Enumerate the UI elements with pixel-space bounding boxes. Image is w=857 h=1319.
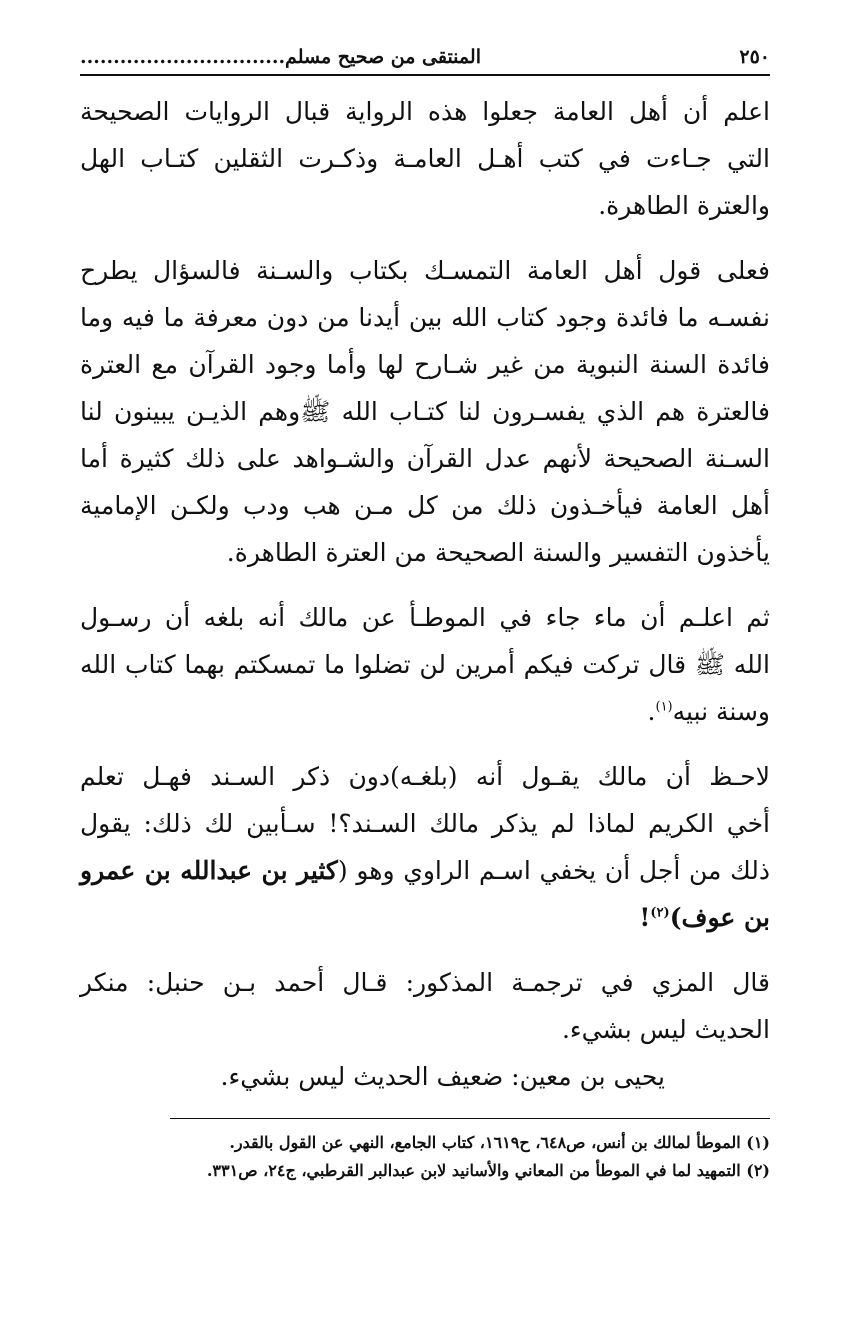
text-segment: وسنة نبيه (672, 697, 770, 726)
book-page (80, 30, 770, 1185)
text-segment: ! (639, 903, 651, 932)
text-line: لاحـظ أن مالك يقـول أنه (بلغـه)دون ذكر السـند فهـل تعلم (80, 762, 770, 791)
text-segment: . (647, 697, 656, 726)
text-line (80, 688, 770, 735)
text-line (80, 847, 770, 894)
text-segment: ) (669, 903, 682, 932)
page-number: ٢٥٠ (739, 46, 770, 68)
text-line: والعترة الطاهرة. (598, 191, 770, 220)
text-segment: ذلك من أجل أن يخفي اسـم الراوي وهو ( (337, 856, 770, 885)
text-line: يأخذون التفسير والسنة الصحيحة من العترة الطاهرة. (226, 538, 770, 567)
paragraph-5 (80, 959, 770, 1100)
text-line: التي جـاءت في كتب أهـل العامـة وذكـرت الثقلين كتـاب الهل (80, 144, 770, 173)
text-line: نفسـه ما فائدة وجود كتاب الله بين أيدنا من دون معرفة ما فيه وما (80, 303, 770, 332)
text-line: يحيى بن معين: ضعيف الحديث ليس بشيء. (220, 1062, 665, 1091)
footnote-ref-1[interactable]: (١) (655, 699, 673, 715)
footnote-1: (١) الموطأ لمالك بن أنس، ص٦٤٨، ح١٦١٩، كتاب الجامع، النهي عن القول بالقدر. (229, 1133, 770, 1152)
text-line: قال المزي في ترجمـة المذكور: قـال أحمد بـن حنبل: منكر (80, 968, 770, 997)
text-line: الحديث ليس بشيء. (561, 1015, 770, 1044)
narrator-name-end: بن عوف (681, 903, 770, 932)
running-title: المنتقى من صحيح مسلم............................... (80, 46, 481, 68)
text-line: اعلم أن أهل العامة جعلوا هذه الرواية قبال الروايات الصحيحة (80, 97, 770, 126)
text-line: أهل العامة فيأخـذون ذلك من كل مـن هب ودب ولكـن الإمامية (80, 491, 770, 520)
text-line: ثم اعلـم أن ماء جاء في الموطـأ عن مالك أنه بلغه أن رسـول (80, 603, 770, 632)
footnote-2: (٢) التمهيد لما في الموطأ من المعاني والأسانيد لابن عبدالبر القرطبي، ج٢٤، ص٣٣١. (206, 1161, 770, 1180)
text-line: أخي الكريم لماذا لم يذكر مالك السـند؟! سـأبين لك ذلك: يقول (80, 809, 770, 838)
page-body (80, 88, 770, 1100)
paragraph-3 (80, 594, 770, 735)
text-line: فائدة السنة النبوية من غير شـارح لها وأما وجود القرآن مع العترة (80, 350, 770, 379)
paragraph-1 (80, 88, 770, 229)
text-line: الله ﷺ قال تركت فيكم أمرين لن تضلوا ما تمسكتم بهما كتاب الله (80, 650, 770, 679)
page-header (80, 30, 770, 76)
text-line: فعلى قول أهل العامة التمسـك بكتاب والسـنة فالسؤال يطرح (80, 256, 770, 285)
narrator-name: كثير بن عبدالله بن عمرو (80, 856, 338, 885)
text-line: فالعترة هم الذي يفسـرون لنا كتـاب الله ﷺوهم الذيـن يبينون لنا (80, 397, 770, 426)
footnote-divider (170, 1118, 770, 1119)
text-line: السـنة الصحيحة لأنهم عدل القرآن والشـواهد على ذلك كثيرة أما (80, 444, 770, 473)
footnote-ref-2[interactable]: (٢) (650, 905, 670, 921)
paragraph-2 (80, 247, 770, 576)
footnotes (80, 1129, 770, 1185)
paragraph-4 (80, 753, 770, 941)
text-line (80, 894, 770, 941)
